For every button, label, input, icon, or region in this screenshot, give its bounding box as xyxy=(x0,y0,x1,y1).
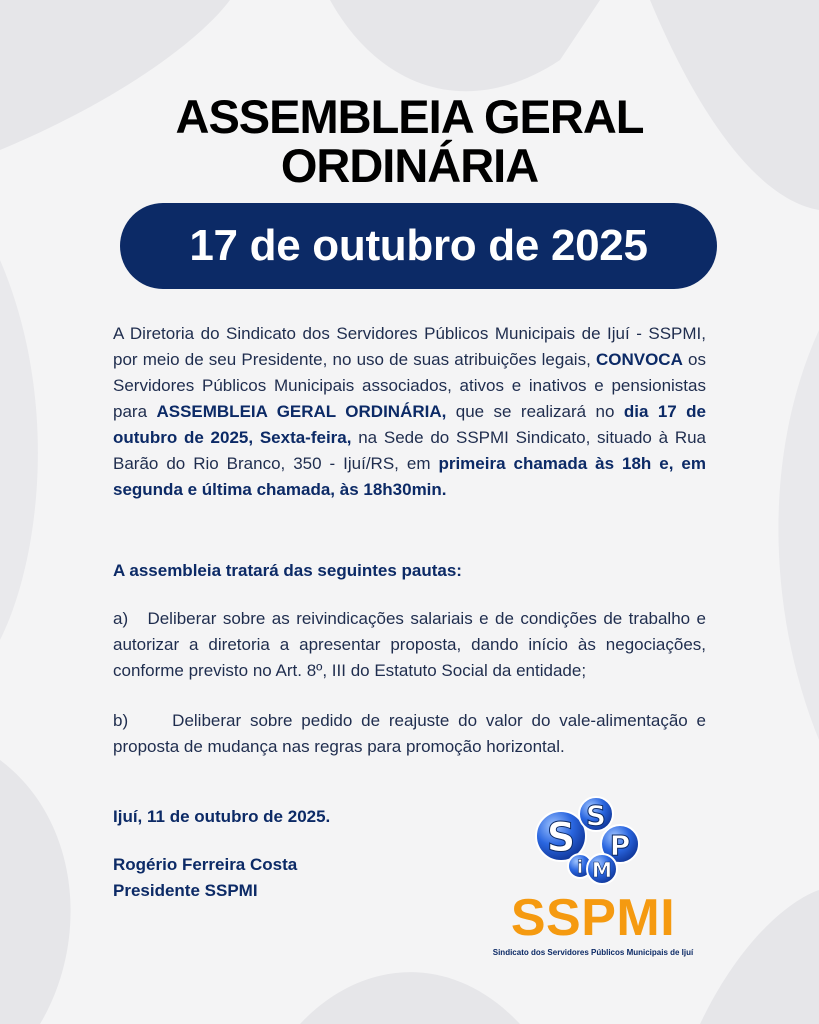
logo-letter: P xyxy=(609,829,631,862)
page-title xyxy=(0,92,819,190)
agenda-item-a xyxy=(113,606,706,684)
date-banner xyxy=(120,203,717,289)
agenda-heading: A assembleia tratará das seguintes pautas: xyxy=(113,561,462,580)
paragraph-text: que se realizará no xyxy=(446,402,624,421)
logo-letter: S xyxy=(585,799,607,832)
date-text: 17 de outubro de 2025 xyxy=(189,221,648,270)
convocation-paragraph xyxy=(113,321,706,503)
agenda-marker-b: b) xyxy=(113,711,129,730)
logo-letter: S xyxy=(546,815,576,861)
paragraph-text: na Sede do SSPMI Sindicato, situado à Rua Barão do Rio Branco, 350 - Ijuí/RS, em xyxy=(113,428,707,473)
signer-title: Presidente SSPMI xyxy=(113,881,258,900)
convoca-emphasis: CONVOCA xyxy=(595,350,683,369)
date-emphasis: dia 17 de outubro de 2025, Sexta-feira, xyxy=(113,402,706,447)
logo-emblem xyxy=(478,794,708,894)
agenda-text-b: Deliberar sobre pedido de reajuste do valor do vale-alimentação e proposta de mudança nas regras para promoção horizontal. xyxy=(113,711,707,756)
logo-letter: i xyxy=(576,857,584,878)
agenda-item-b xyxy=(113,708,706,760)
place-date: Ijuí, 11 de outubro de 2025. xyxy=(113,807,331,826)
assembly-emphasis: ASSEMBLEIA GERAL ORDINÁRIA, xyxy=(156,402,447,421)
title-line-2: ORDINÁRIA xyxy=(280,139,539,192)
logo-wordmark: SSPMI xyxy=(510,889,676,947)
sspmi-logo xyxy=(478,794,708,964)
paragraph-text: A Diretoria do Sindicato dos Servidores Públicos Municipais de Ijuí - SSPMI, por meio de seu Presidente, no uso de suas atribuições legais, xyxy=(113,324,706,369)
schedule-emphasis: primeira chamada às 18h e, em segunda e última chamada, às 18h30min. xyxy=(113,454,706,499)
title-line-1: ASSEMBLEIA GERAL xyxy=(175,90,644,143)
logo-subtitle: Sindicato dos Servidores Públicos Municipais de Ijuí xyxy=(492,948,694,957)
agenda-text-a: Deliberar sobre as reivindicações salariais e de condições de trabalho e autorizar a diretoria a apresentar proposta, dando início às negociações, conforme previsto no Art. 8º, III do Estatuto Social da entidade; xyxy=(113,609,707,680)
logo-letter: M xyxy=(592,858,612,882)
paragraph-text: os Servidores Públicos Municipais associados, ativos e inativos e pensionistas para xyxy=(113,350,706,421)
agenda-marker-a: a) xyxy=(113,609,129,628)
signer-name: Rogério Ferreira Costa xyxy=(113,855,298,874)
